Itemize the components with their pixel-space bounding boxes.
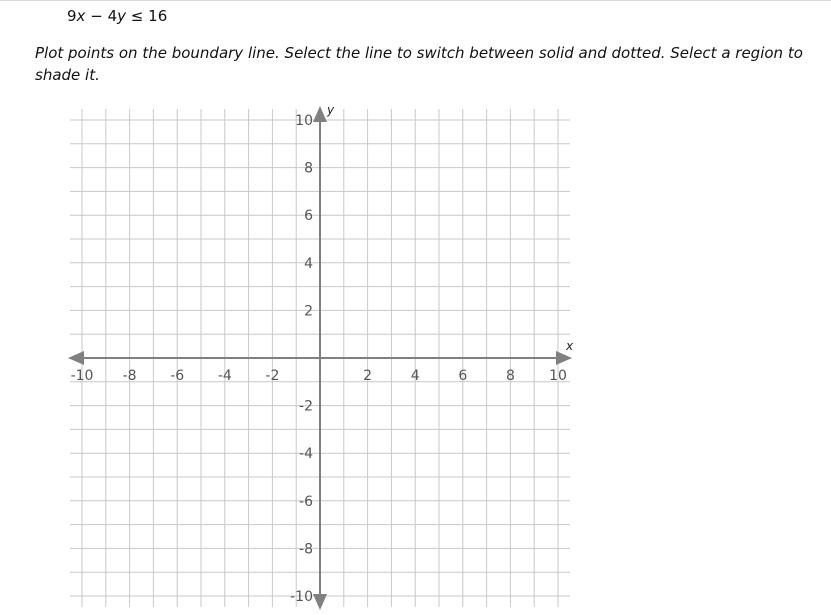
y-variable: y [117, 7, 127, 25]
y-tick-label: 2 [304, 303, 313, 320]
x-tick-label: 10 [549, 368, 567, 384]
y-tick-label: -2 [299, 398, 313, 415]
y-tick-label: 8 [304, 160, 313, 177]
y-tick-label: -8 [299, 541, 313, 558]
y-tick-label: 10 [295, 113, 313, 129]
x-tick-label: 2 [363, 368, 373, 384]
x-tick-label: -6 [170, 368, 185, 384]
x-axis-left-arrow-icon [68, 351, 84, 365]
x-tick-label: -2 [265, 368, 280, 384]
x-variable: x [76, 7, 86, 25]
y-axis-label: y [327, 103, 335, 117]
x-axis-right-arrow-icon [556, 351, 572, 365]
x-tick-label: 8 [505, 368, 515, 384]
x-tick-label: -10 [70, 368, 94, 384]
x-tick-label: 6 [458, 368, 468, 384]
y-tick-label: -4 [299, 446, 313, 463]
y-coefficient: 4 [107, 7, 118, 25]
axes [68, 106, 572, 610]
x-tick-label: 4 [410, 368, 420, 384]
x-tick-label: -8 [122, 368, 137, 384]
minus-operator: − [90, 7, 103, 25]
x-coefficient: 9 [67, 7, 77, 25]
y-tick-label: -6 [299, 493, 313, 510]
y-tick-label: -10 [290, 589, 313, 605]
x-tick-label: -4 [217, 368, 232, 384]
x-axis-label: x [566, 339, 574, 353]
instructions-text: Plot points on the boundary line. Select the line to switch between solid and dotted. Select a region to shade it. [35, 44, 803, 84]
tick-labels [71, 103, 574, 605]
y-tick-label: 6 [304, 208, 313, 225]
y-tick-label: 4 [304, 255, 313, 272]
y-axis-up-arrow-icon [313, 106, 327, 122]
relation-symbol: ≤ [130, 7, 144, 25]
y-axis-down-arrow-icon [313, 594, 327, 610]
right-hand-side: 16 [148, 7, 168, 25]
